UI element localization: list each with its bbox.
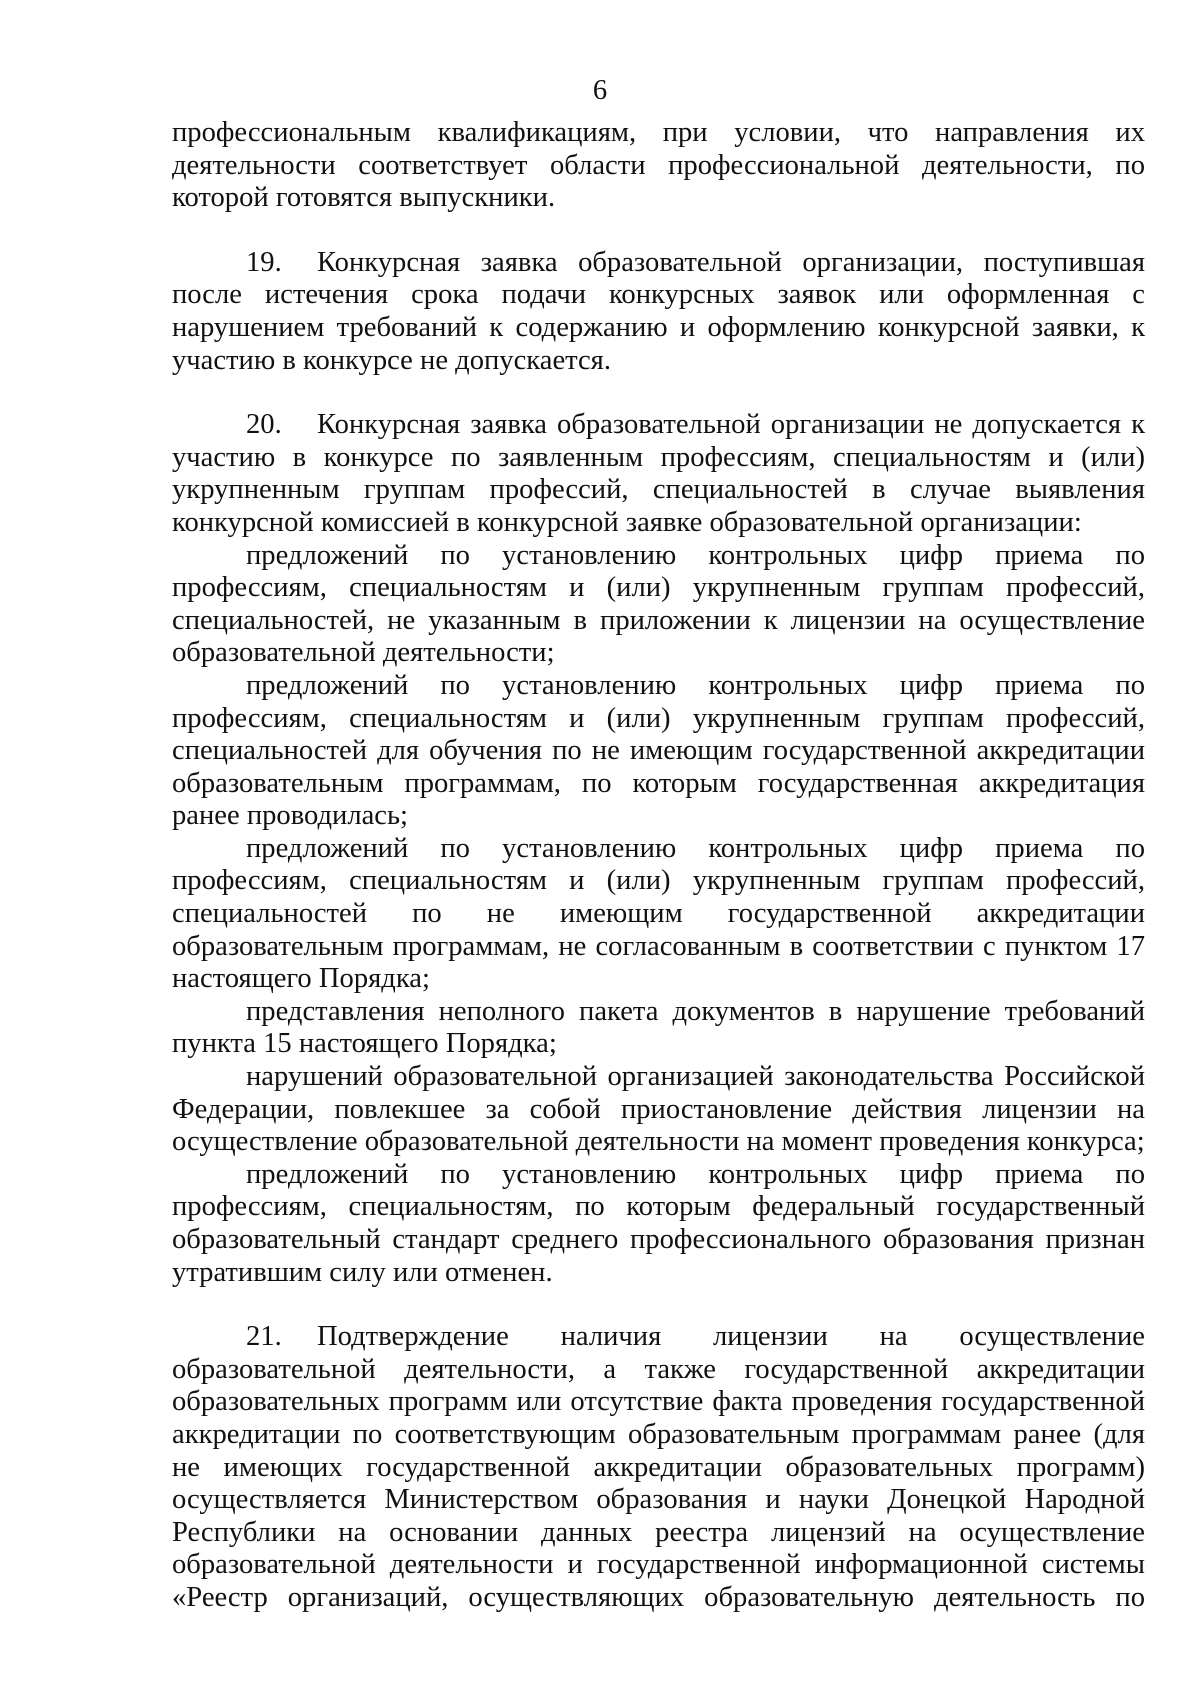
paragraph-number: 19. [246, 246, 282, 278]
paragraph-text: Подтверждение наличия лицензии на осуществление образовательной деятельности, а также государственной аккредитации образовательных программ или отсутствие факта проведения государственной аккредитации по соответствующим образовательным программам ранее (для не имеющих государственной аккредитации образовательных программ) осуществляется Министерством образования и науки Донецкой Народной Республики на основании данных реестра лицензий на осуществление образовательной деятельности и государственной информационной системы «Реестр организаций, осуществляющих образовательную деятельность по [172, 1321, 1145, 1613]
list-item-text: предложений по установлению контрольных цифр приема по профессиям, специальностям и (или) укрупненным группам профессий, специальностей по не имеющим государственной аккредитации образовательным программам, не согласованным в соответствии с пунктом 17 настоящего Порядка; [172, 832, 1145, 995]
list-item [172, 540, 1145, 670]
paragraph-21 [172, 1321, 1145, 1614]
paragraph-number: 21. [246, 1321, 282, 1353]
paragraph-text: профессиональным квалификациям, при условии, что направления их деятельности соответствует области профессиональной деятельности, по которой готовятся выпускники. [172, 117, 1145, 214]
paragraph-continuation [172, 117, 1145, 215]
list-item-text: предложений по установлению контрольных цифр приема по профессиям, специальностям, по которым федеральный государственный образовательный стандарт среднего профессионального образования признан утратившим силу или отменен. [172, 1158, 1145, 1288]
list-item-text: предложений по установлению контрольных цифр приема по профессиям, специальностям и (или) укрупненным группам профессий, специальностей, не указанным в приложении к лицензии на осуществление образовательной деятельности; [172, 539, 1145, 669]
paragraph-number: 20. [246, 409, 282, 441]
list-item-text: представления неполного пакета документов в нарушение требований пункта 15 настоящего Порядка; [172, 995, 1145, 1060]
paragraph-19 [172, 247, 1145, 377]
list-item [172, 1159, 1145, 1289]
document-body [172, 117, 1145, 1615]
paragraph-text: Конкурсная заявка образовательной организации, поступившая после истечения срока подачи конкурсных заявок или оформленная с нарушением требований к содержанию и оформлению конкурсной заявки, к участию в конкурсе не допускается. [172, 246, 1145, 376]
list-item [172, 670, 1145, 833]
list-item [172, 833, 1145, 996]
list-item-text: предложений по установлению контрольных цифр приема по профессиям, специальностям и (или) укрупненным группам профессий, специальностей для обучения по не имеющим государственной аккредитации образовательным программам, по которым государственная аккредитация ранее проводилась; [172, 669, 1145, 832]
list-item [172, 1061, 1145, 1159]
list-item [172, 996, 1145, 1061]
page-number: 6 [592, 75, 608, 106]
paragraph-text: Конкурсная заявка образовательной организации не допускается к участию в конкурсе по заявленным профессиям, специальностям и (или) укрупненным группам профессий, специальностей в случае выявления конкурсной комиссией в конкурсной заявке образовательной организации: [172, 409, 1145, 538]
list-item-text: нарушений образовательной организацией законодательства Российской Федерации, повлекшее за собой приостановление действия лицензии на осуществление образовательной деятельности на момент проведения конкурса; [172, 1061, 1145, 1158]
paragraph-20 [172, 409, 1145, 539]
